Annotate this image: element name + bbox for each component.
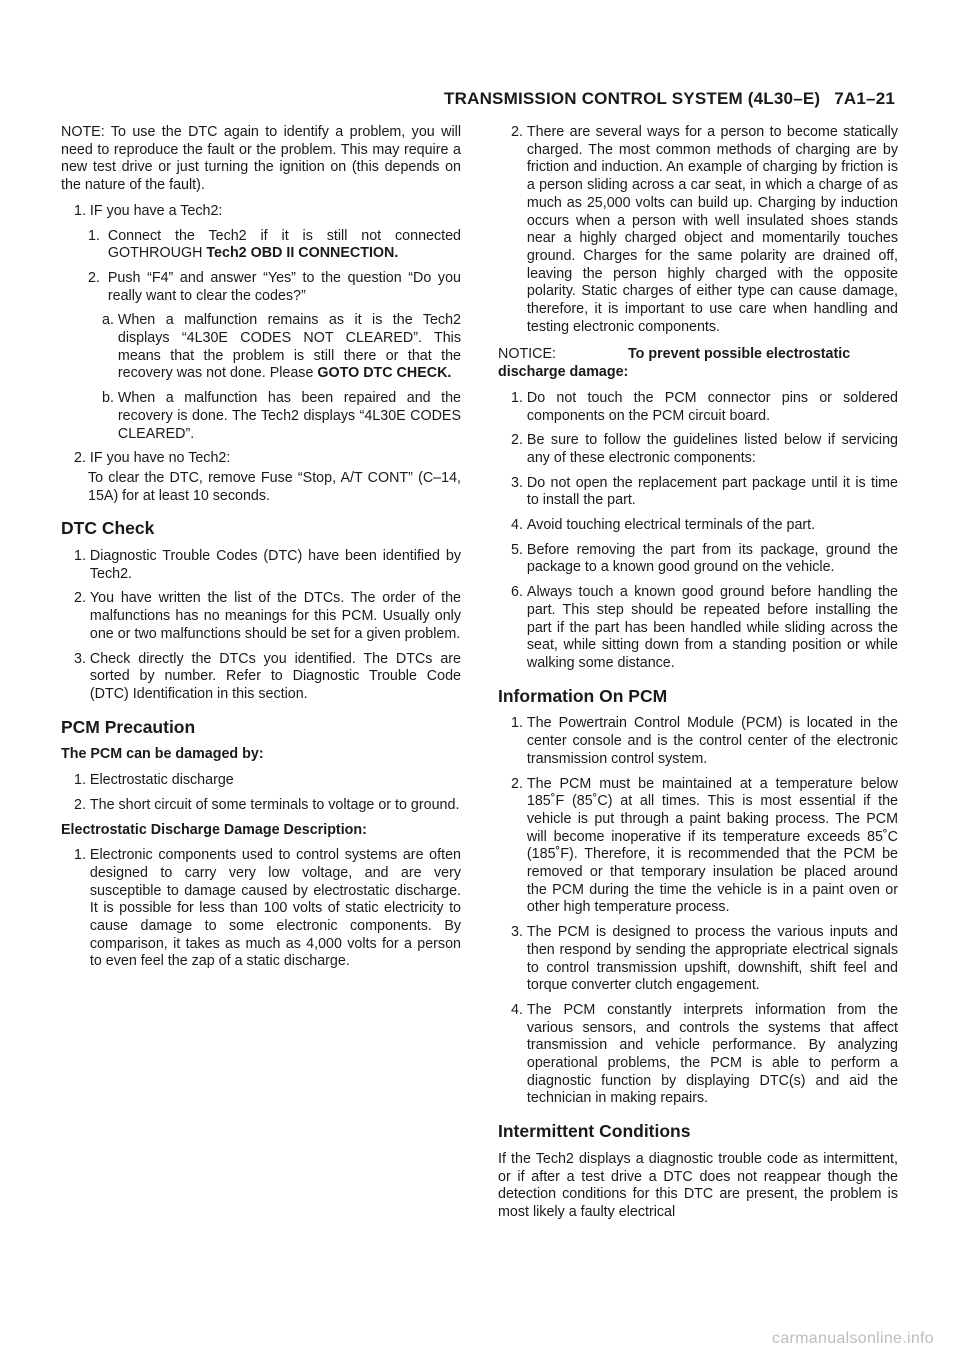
notice-label: NOTICE: bbox=[498, 346, 556, 363]
list-item: 2. You have written the list of the DTCs. The order of the malfunctions has no meanings for this PCM. Usually only one or two malfunctions should be set for a given problem. bbox=[74, 590, 461, 642]
bold-reference: Tech2 OBD II CONNECTION. bbox=[206, 245, 399, 262]
list-item-body: To clear the DTC, remove Fuse “Stop, A/T CONT” (C–14, 15A) for at least 10 seconds. bbox=[88, 469, 461, 504]
left-column bbox=[61, 124, 461, 978]
list-item: a. When a malfunction remains as it is the Tech2 displays “4L30E CODES NOT CLEARED”. This means that the problem is still there or that the recovery was not done. Please GOTO DTC CHECK. bbox=[102, 312, 461, 382]
section-heading-pcm-precaution: PCM Precaution bbox=[61, 716, 196, 737]
list-item: 1. Electrostatic discharge bbox=[74, 772, 234, 789]
notice bbox=[498, 346, 898, 364]
list-item: 1. IF you have a Tech2: bbox=[74, 202, 223, 219]
list-item: 1. Connect the Tech2 if it is still not connected GOTHROUGH Tech2 OBD II CONNECTION. bbox=[88, 227, 461, 262]
list-item: 2. The PCM must be maintained at a temperature below 185˚F (85˚C) at all times. This is most essential if the vehicle is put through a paint baking process. The PCM will become inoperative if its temperature exceeds 85˚C (185˚F). Therefore, it is recommended that the PCM be removed or that temporary insulation be placed around the PCM during the time the vehicle is in a paint oven or other high temperature process. bbox=[511, 775, 898, 916]
list-item: 3. The PCM is designed to process the various inputs and then respond by sending the appropriate electrical signals to control transmission upshift, downshift, shift feel and torque converter clutch engagement. bbox=[511, 924, 898, 994]
page-header bbox=[444, 89, 895, 109]
list-item: 2. Push “F4” and answer “Yes” to the question “Do you really want to clear the codes?” bbox=[88, 269, 461, 304]
list-item: 4. The PCM constantly interprets information from the various sensors, and controls the systems that affect transmission and vehicle performance. By analyzing operational problems, the PCM is able to perform a diagnostic function by displaying DTC(s) and aid the technician in making repairs. bbox=[511, 1001, 898, 1107]
right-column bbox=[498, 124, 898, 1230]
list-item: 2. There are several ways for a person to become statically charged. The most common methods of charging are by friction and induction. An example of charging by friction is a person sliding across a car seat, in which a charge of as much as 25,000 volts can build up. Charging by induction occurs when a person with well insulated shoes stands near a highly charged object and momentarily touches ground. Charges for the same polarity are drained off, leaving the person highly charged with the opposite polarity. Static charges of either type can cause damage, therefore, it is important to use care when handling and testing electronic components. bbox=[511, 124, 898, 335]
section-heading-intermittent-conditions: Intermittent Conditions bbox=[498, 1121, 691, 1142]
page-code: 7A1–21 bbox=[834, 89, 895, 108]
note-paragraph: NOTE: To use the DTC again to identify a problem, you will need to reproduce the fault or the problem. This may require a new test drive or just turning the ignition on (this depends on the nature of the fault). bbox=[61, 124, 461, 194]
list-item: 2. Be sure to follow the guidelines listed below if servicing any of these electronic components: bbox=[511, 432, 898, 466]
list-item: 2. The short circuit of some terminals to voltage or to ground. bbox=[74, 796, 460, 813]
notice-text: To prevent possible electrostatic bbox=[628, 346, 851, 363]
list-item: 1. Diagnostic Trouble Codes (DTC) have been identified by Tech2. bbox=[74, 548, 461, 582]
list-item: 1. Do not touch the PCM connector pins or soldered components on the PCM circuit board. bbox=[511, 389, 898, 424]
list-item: 3. Do not open the replacement part package until it is time to install the part. bbox=[511, 474, 898, 509]
list-item: 6. Always touch a known good ground before handling the part. This step should be repeated before installing the part if the part has been handled while sliding across the seat, while sitting down from a standing position or while walking some distance. bbox=[511, 584, 898, 671]
list-item: b. When a malfunction has been repaired and the recovery is done. The Tech2 displays “4L30E CODES CLEARED”. bbox=[102, 390, 461, 442]
section-heading-dtc-check: DTC Check bbox=[61, 518, 155, 539]
list-item: 2. IF you have no Tech2: bbox=[74, 450, 231, 467]
intermittent-paragraph: If the Tech2 displays a diagnostic trouble code as intermittent, or if after a test drive a DTC does not reappear though the detection conditions for this DTC are present, the problem is most likely a faulty electrical bbox=[498, 1150, 898, 1220]
notice-text-cont: discharge damage: bbox=[498, 364, 629, 381]
subheading: The PCM can be damaged by: bbox=[61, 746, 264, 763]
section-heading-information-on-pcm: Information On PCM bbox=[498, 685, 668, 706]
list-item: 3. Check directly the DTCs you identified. The DTCs are sorted by number. Refer to Diagnostic Trouble Code (DTC) Identification in this section. bbox=[74, 650, 461, 702]
subheading: Electrostatic Discharge Damage Description: bbox=[61, 821, 367, 838]
header-title: TRANSMISSION CONTROL SYSTEM (4L30–E) bbox=[444, 89, 821, 108]
list-item: 1. The Powertrain Control Module (PCM) is located in the center console and is the control center of the electronic transmission control system. bbox=[511, 715, 898, 767]
bold-reference: GOTO DTC CHECK. bbox=[317, 365, 452, 382]
list-item: 5. Before removing the part from its package, ground the package to a known good ground on the vehicle. bbox=[511, 541, 898, 576]
watermark: carmanualsonline.info bbox=[772, 1330, 934, 1347]
list-item: 4. Avoid touching electrical terminals of the part. bbox=[511, 517, 816, 534]
list-item: 1. Electronic components used to control systems are often designed to carry very low voltage, and are very susceptible to damage caused by electrostatic discharge. It is possible for less than 100 volts of static electricity to cause damage to some electronic components. By comparison, it takes as much as 4,000 volts for a person to even feel the zap of a static discharge. bbox=[74, 847, 461, 970]
